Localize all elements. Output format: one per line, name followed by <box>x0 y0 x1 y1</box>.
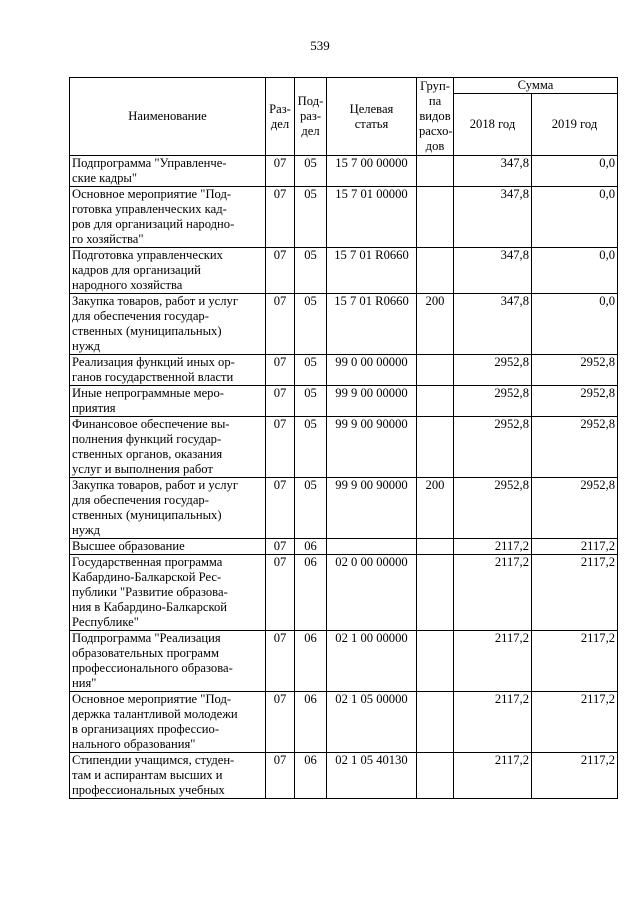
row-razdel: 07 <box>266 355 295 386</box>
row-2019: 0,0 <box>532 294 618 355</box>
header-podrazdel: Под- раз- дел <box>295 78 327 156</box>
row-target: 15 7 01 R0660 <box>327 294 417 355</box>
row-target: 15 7 00 00000 <box>327 156 417 187</box>
row-razdel: 07 <box>266 156 295 187</box>
table-row <box>70 355 618 386</box>
row-2019: 2952,8 <box>532 417 618 478</box>
table-row <box>70 386 618 417</box>
table-row <box>70 294 618 355</box>
row-group <box>417 555 454 631</box>
row-razdel: 07 <box>266 187 295 248</box>
row-target: 02 1 05 40130 <box>327 753 417 799</box>
row-name: Закупка товаров, работ и услуг для обеспечения государ- ственных (муниципальных) нужд <box>70 478 266 539</box>
page-number: 539 <box>310 38 330 53</box>
row-razdel: 07 <box>266 539 295 555</box>
row-podrazdel: 05 <box>295 386 327 417</box>
row-razdel: 07 <box>266 248 295 294</box>
row-2018: 347,8 <box>454 187 532 248</box>
row-name: Подготовка управленческих кадров для организаций народного хозяйства <box>70 248 266 294</box>
row-2018: 2952,8 <box>454 386 532 417</box>
row-razdel: 07 <box>266 631 295 692</box>
row-group <box>417 417 454 478</box>
row-target: 02 0 00 00000 <box>327 555 417 631</box>
row-2019: 0,0 <box>532 248 618 294</box>
row-name: Высшее образование <box>70 539 266 555</box>
row-razdel: 07 <box>266 386 295 417</box>
row-target: 99 9 00 90000 <box>327 417 417 478</box>
row-podrazdel: 06 <box>295 631 327 692</box>
row-group <box>417 692 454 753</box>
budget-table <box>69 77 618 799</box>
row-2018: 347,8 <box>454 156 532 187</box>
table-row <box>70 156 618 187</box>
row-2018: 2952,8 <box>454 478 532 539</box>
table-row <box>70 539 618 555</box>
row-name: Реализация функций иных ор- ганов государственной власти <box>70 355 266 386</box>
row-target: 15 7 01 R0660 <box>327 248 417 294</box>
row-podrazdel: 05 <box>295 478 327 539</box>
table-row <box>70 417 618 478</box>
row-razdel: 07 <box>266 417 295 478</box>
table-row <box>70 478 618 539</box>
header-group: Груп- па видов расхо- дов <box>417 78 454 156</box>
row-target: 99 0 00 00000 <box>327 355 417 386</box>
header-target: Целевая статья <box>327 78 417 156</box>
row-2019: 2117,2 <box>532 753 618 799</box>
row-2018: 2117,2 <box>454 692 532 753</box>
row-podrazdel: 05 <box>295 248 327 294</box>
row-group <box>417 248 454 294</box>
row-group: 200 <box>417 294 454 355</box>
row-2018: 2117,2 <box>454 631 532 692</box>
row-podrazdel: 05 <box>295 417 327 478</box>
row-target: 99 9 00 00000 <box>327 386 417 417</box>
row-podrazdel: 05 <box>295 355 327 386</box>
row-2018: 2952,8 <box>454 355 532 386</box>
row-2018: 2117,2 <box>454 555 532 631</box>
row-name: Стипендии учащимся, студен- там и аспирантам высших и профессиональных учебных <box>70 753 266 799</box>
header-name: Наименование <box>70 78 266 156</box>
row-2019: 2952,8 <box>532 386 618 417</box>
row-2018: 347,8 <box>454 294 532 355</box>
row-group <box>417 156 454 187</box>
row-2019: 2952,8 <box>532 478 618 539</box>
row-2019: 2117,2 <box>532 631 618 692</box>
table-row <box>70 692 618 753</box>
row-group: 200 <box>417 478 454 539</box>
row-2019: 0,0 <box>532 156 618 187</box>
table-row <box>70 753 618 799</box>
header-year-2019: 2019 год <box>532 94 618 156</box>
header-razdel: Раз- дел <box>266 78 295 156</box>
row-name: Закупка товаров, работ и услуг для обеспечения государ- ственных (муниципальных) нужд <box>70 294 266 355</box>
row-name: Основное мероприятие "Под- держка талантливой молодежи в организациях профессио- нального образования" <box>70 692 266 753</box>
row-podrazdel: 05 <box>295 187 327 248</box>
row-podrazdel: 06 <box>295 692 327 753</box>
row-2018: 2952,8 <box>454 417 532 478</box>
row-name: Государственная программа Кабардино-Балкарской Рес- публики "Развитие образова- ния в Кабардино-Балкарской Республике" <box>70 555 266 631</box>
row-target: 99 9 00 90000 <box>327 478 417 539</box>
row-target: 15 7 01 00000 <box>327 187 417 248</box>
row-group <box>417 187 454 248</box>
row-2019: 2117,2 <box>532 539 618 555</box>
row-2019: 2117,2 <box>532 692 618 753</box>
row-target: 02 1 05 00000 <box>327 692 417 753</box>
header-year-2018: 2018 год <box>454 94 532 156</box>
row-2018: 347,8 <box>454 248 532 294</box>
row-group <box>417 355 454 386</box>
row-razdel: 07 <box>266 294 295 355</box>
row-target <box>327 539 417 555</box>
row-name: Подпрограмма "Управленче- ские кадры" <box>70 156 266 187</box>
row-podrazdel: 05 <box>295 294 327 355</box>
row-group <box>417 539 454 555</box>
row-name: Основное мероприятие "Под- готовка управленческих кад- ров для организаций народно- го хозяйства" <box>70 187 266 248</box>
row-name: Финансовое обеспечение вы- полнения функций государ- ственных органов, оказания услуг и выполнения работ <box>70 417 266 478</box>
row-2018: 2117,2 <box>454 753 532 799</box>
row-target: 02 1 00 00000 <box>327 631 417 692</box>
row-podrazdel: 05 <box>295 156 327 187</box>
row-podrazdel: 06 <box>295 555 327 631</box>
row-razdel: 07 <box>266 692 295 753</box>
row-2018: 2117,2 <box>454 539 532 555</box>
row-group <box>417 631 454 692</box>
row-2019: 0,0 <box>532 187 618 248</box>
row-group <box>417 753 454 799</box>
row-podrazdel: 06 <box>295 539 327 555</box>
table-row <box>70 631 618 692</box>
row-name: Иные непрограммные меро- приятия <box>70 386 266 417</box>
header-sum: Сумма <box>454 78 618 94</box>
table-row <box>70 187 618 248</box>
row-group <box>417 386 454 417</box>
table-row <box>70 555 618 631</box>
row-razdel: 07 <box>266 478 295 539</box>
row-name: Подпрограмма "Реализация образовательных программ профессионального образова- ния" <box>70 631 266 692</box>
row-2019: 2117,2 <box>532 555 618 631</box>
row-razdel: 07 <box>266 753 295 799</box>
table-row <box>70 248 618 294</box>
row-podrazdel: 06 <box>295 753 327 799</box>
row-2019: 2952,8 <box>532 355 618 386</box>
row-razdel: 07 <box>266 555 295 631</box>
